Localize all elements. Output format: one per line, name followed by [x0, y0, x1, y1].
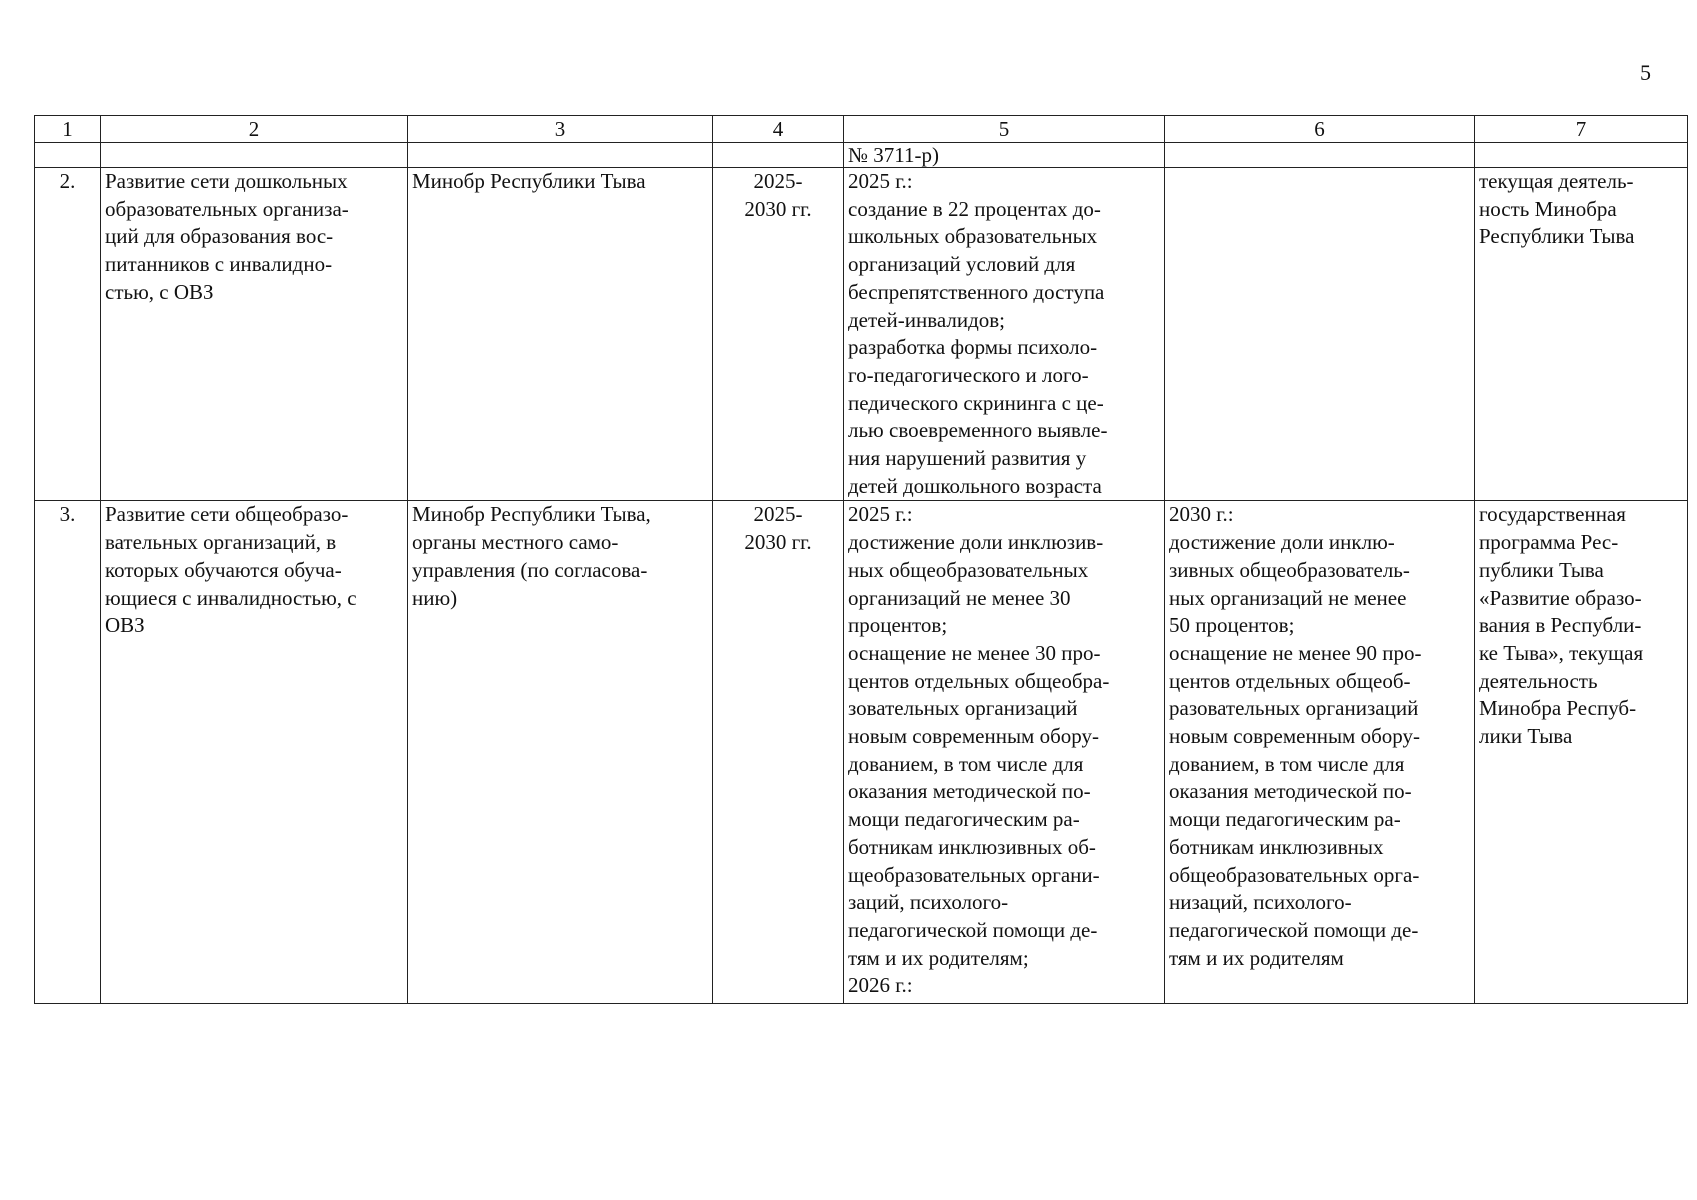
continuation-row [35, 143, 1688, 168]
continuation-cell-7 [1475, 143, 1688, 168]
header-cell-4: 4 [713, 116, 844, 143]
result-col6 [1165, 168, 1475, 501]
continuation-cell-2 [101, 143, 408, 168]
continuation-cell-6 [1165, 143, 1475, 168]
table-row [35, 168, 1688, 501]
header-cell-3: 3 [408, 116, 713, 143]
continuation-cell-1 [35, 143, 101, 168]
header-cell-7: 7 [1475, 116, 1688, 143]
continuation-cell-3 [408, 143, 713, 168]
header-cell-1: 1 [35, 116, 101, 143]
table-row [35, 501, 1688, 1004]
page-number: 5 [1640, 60, 1651, 85]
measures-table [34, 115, 1688, 1004]
measure-name: Развитие сети общеобразо- вательных организаций, в которых обучаются обуча- ющиеся с инвалидностью, с ОВЗ [101, 501, 408, 1004]
header-cell-6: 6 [1165, 116, 1475, 143]
header-cell-2: 2 [101, 116, 408, 143]
period: 2025- 2030 гг. [713, 501, 844, 1004]
result-col6: 2030 г.: достижение доли инклю- зивных общеобразователь- ных организаций не менее 50 процентов; оснащение не менее 90 про- центов отдельных общеоб- разовательных организаций новым современным обору- дованием, в том числе для оказания методической по- мощи педагогическим ра- ботникам инклюзивных общеобразовательных орга- низаций, психолого- педагогической помощи де- тям и их родителям [1165, 501, 1475, 1004]
continuation-cell-4 [713, 143, 844, 168]
executor: Минобр Республики Тыва, органы местного само- управления (по согласова- нию) [408, 501, 713, 1004]
funding-source: государственная программа Рес- публики Тыва «Развитие образо- вания в Республи- ке Тыва», текущая деятельность Минобра Респуб- лики Тыва [1475, 501, 1688, 1004]
header-cell-5: 5 [844, 116, 1165, 143]
executor: Минобр Республики Тыва [408, 168, 713, 501]
result-col5: 2025 г.: создание в 22 процентах до- школьных образовательных организаций условий для беспрепятственного доступа детей-инвалидов; разработка формы психоло- го-педагогического и лого- педического скрининга с це- лью своевременного выявле- ния нарушений развития у детей дошкольного возраста [844, 168, 1165, 501]
row-number: 3. [35, 501, 101, 1004]
result-col5: 2025 г.: достижение доли инклюзив- ных общеобразовательных организаций не менее 30 процентов; оснащение не менее 30 про- центов отдельных общеобра- зовательных организаций новым современным обору- дованием, в том числе для оказания методической по- мощи педагогическим ра- ботникам инклюзивных об- щеобразовательных органи- заций, психолого- педагогической помощи де- тям и их родителям; 2026 г.: [844, 501, 1165, 1004]
measure-name: Развитие сети дошкольных образовательных организа- ций для образования вос- питанников с инвалидно- стью, с ОВЗ [101, 168, 408, 501]
period: 2025- 2030 гг. [713, 168, 844, 501]
continuation-cell-5: № 3711-р) [844, 143, 1165, 168]
funding-source: текущая деятель- ность Минобра Республики Тыва [1475, 168, 1688, 501]
row-number: 2. [35, 168, 101, 501]
table-header-row [35, 116, 1688, 143]
